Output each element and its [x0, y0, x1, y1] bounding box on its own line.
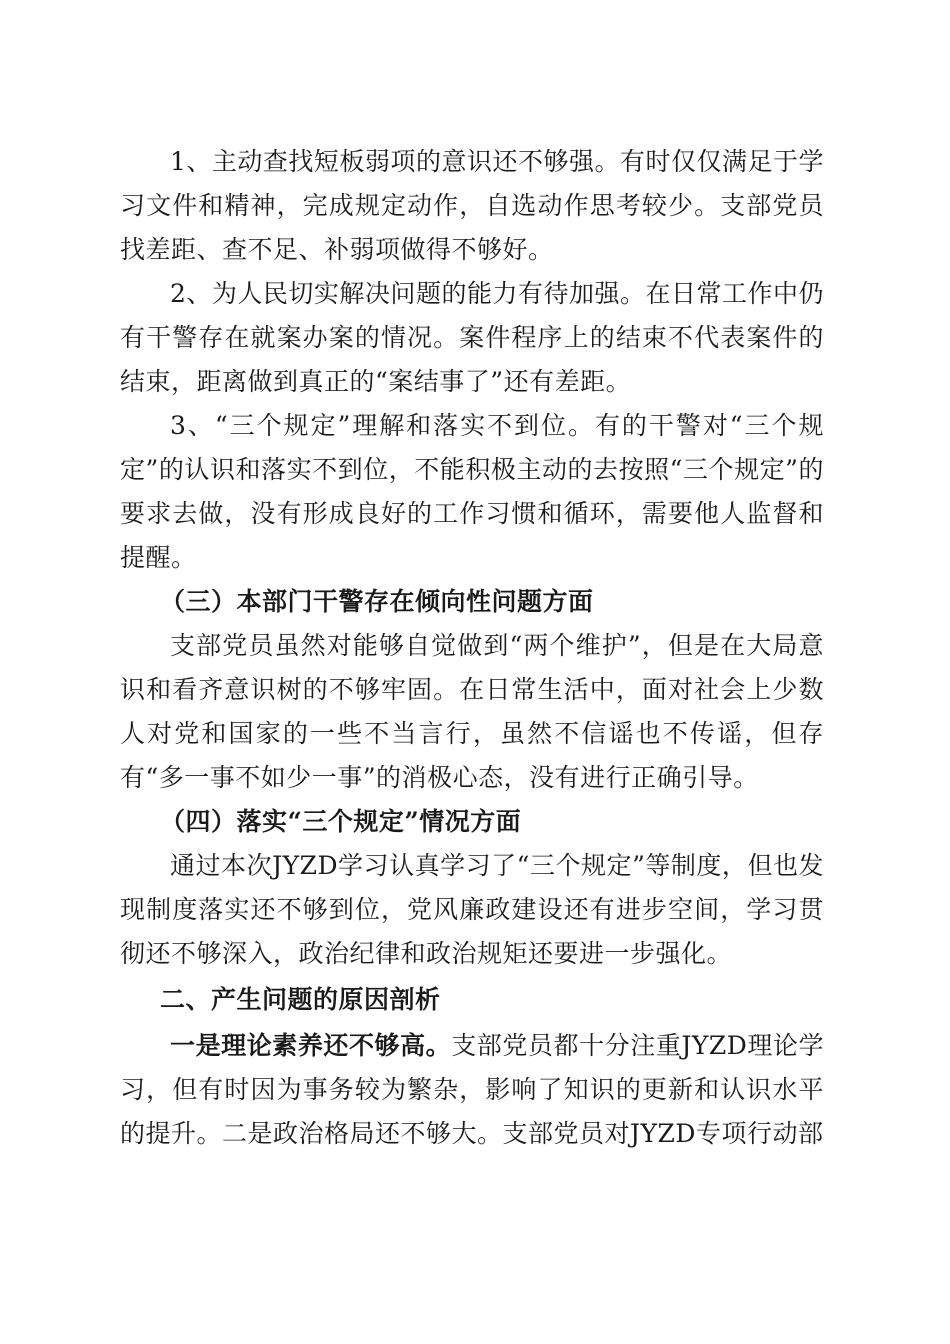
paragraph-1: 1、主动查找短板弱项的意识还不够强。有时仅仅满足于学习文件和精神，完成规定动作，自选动作思考较少。支部党员找差距、查不足、补弱项做得不够好。	[120, 147, 824, 264]
paragraph-5: 通过本次JYZD学习认真学习了“三个规定”等制度，但也发现制度落实还不够到位，党风廉政建设还有进步空间，学习贯彻还不够深入，政治纪律和政治规矩还要进一步强化。	[120, 851, 824, 968]
paragraph-6	[120, 1024, 824, 1156]
paragraph-6-lead: 一是理论素养还不够高。	[170, 1031, 452, 1060]
paragraph-3: 3、“三个规定”理解和落实不到位。有的干警对“三个规定”的认识和落实不到位，不能积极主动的去按照“三个规定”的要求去做，没有形成良好的工作习惯和循环，需要他人监督和提醒。	[120, 411, 825, 572]
chapter-heading-2: 二、产生问题的原因剖析	[160, 985, 441, 1014]
paragraph-4: 支部党员虽然对能够自觉做到“两个维护”，但是在大局意识和看齐意识树的不够牢固。在日常生活中，面对社会上少数人对党和国家的一些不当言行，虽然不信谣也不传谣，但存有“多一事不如少一事”的消极心态，没有进行正确引导。	[120, 631, 824, 792]
document-page	[120, 140, 824, 1156]
paragraph-6-body: 支部党员都十分注重JYZD理论学习，但有时因为事务较为繁杂，影响了知识的更新和认识水平的提升。二是政治格局还不够大。支部党员对JYZD专项行动部	[120, 1031, 824, 1148]
section-heading-3: （三）本部门干警存在倾向性问题方面	[160, 587, 594, 616]
paragraph-2: 2、为人民切实解决问题的能力有待加强。在日常工作中仍有干警存在就案办案的情况。案件程序上的结束不代表案件的结束，距离做到真正的“案结事了”还有差距。	[120, 279, 824, 396]
section-heading-4: （四）落实“三个规定”情况方面	[160, 807, 522, 836]
